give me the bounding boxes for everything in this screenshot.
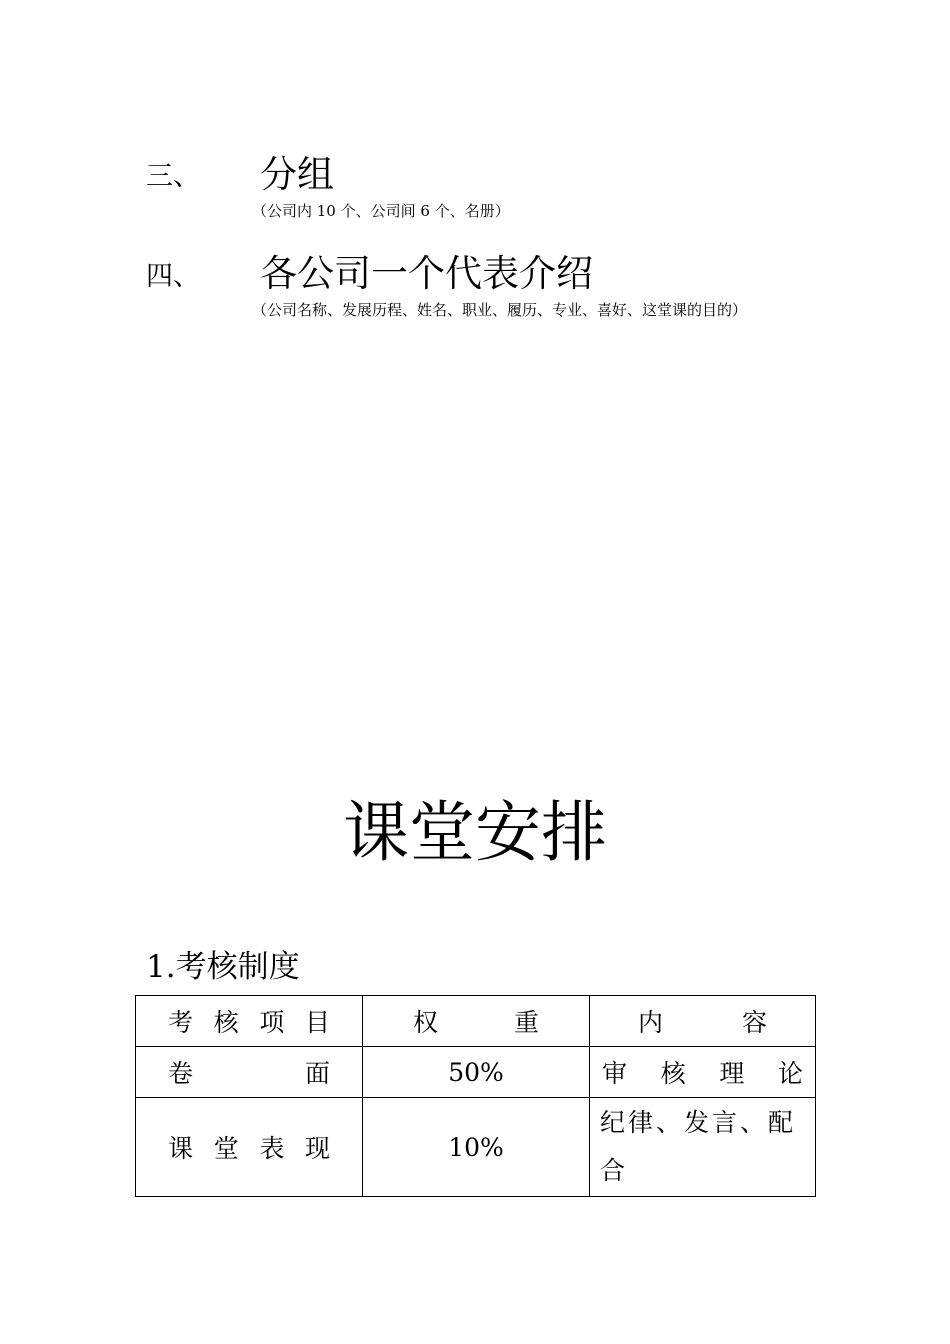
section-4-note: （公司名称、发展历程、姓名、职业、履历、专业、喜好、这堂课的目的） (252, 301, 748, 319)
section-3-note: （公司内 10 个、公司间 6 个、名册） (252, 202, 510, 220)
header-weight (363, 996, 590, 1047)
header-item-char: 目 (304, 1008, 330, 1037)
row-2-content-text: 纪律、发言、配合 (600, 1108, 797, 1185)
header-weight-char: 重 (513, 1008, 539, 1037)
row-1-item-char: 卷 (168, 1059, 194, 1088)
header-content-char: 内 (638, 1008, 664, 1037)
assessment-heading: 1.考核制度 (146, 949, 300, 985)
header-item-char: 项 (259, 1008, 285, 1037)
row-2-item-char: 堂 (213, 1134, 239, 1163)
header-weight-char: 权 (413, 1008, 439, 1037)
section-3-title: 分组 (260, 153, 334, 196)
assessment-table (135, 995, 816, 1197)
row-1-weight: 50% (363, 1047, 590, 1098)
row-1-content-char: 论 (777, 1059, 803, 1088)
section-4-title: 各公司一个代表介绍 (260, 252, 593, 295)
header-content-char: 容 (741, 1008, 767, 1037)
row-2-item-char: 课 (168, 1134, 194, 1163)
row-2-content (590, 1098, 816, 1197)
header-item (136, 996, 363, 1047)
table-row (136, 1047, 816, 1098)
row-1-content-char: 审 (602, 1059, 628, 1088)
main-title: 课堂安排 (343, 794, 607, 871)
row-2-weight: 10% (363, 1098, 590, 1197)
header-item-char: 核 (213, 1008, 239, 1037)
row-1-item-char: 面 (304, 1059, 330, 1088)
row-1-content-char: 理 (719, 1059, 745, 1088)
section-4-number: 四、 (146, 261, 200, 292)
row-1-item (136, 1047, 363, 1098)
row-2-item-char: 表 (259, 1134, 285, 1163)
header-item-char: 考 (168, 1008, 194, 1037)
row-1-content (590, 1047, 816, 1098)
table-header-row (136, 996, 816, 1047)
row-2-item (136, 1098, 363, 1197)
row-1-content-char: 核 (660, 1059, 686, 1088)
section-3-number: 三、 (146, 161, 200, 192)
row-2-item-char: 现 (304, 1134, 330, 1163)
header-content (590, 996, 816, 1047)
table-row (136, 1098, 816, 1197)
